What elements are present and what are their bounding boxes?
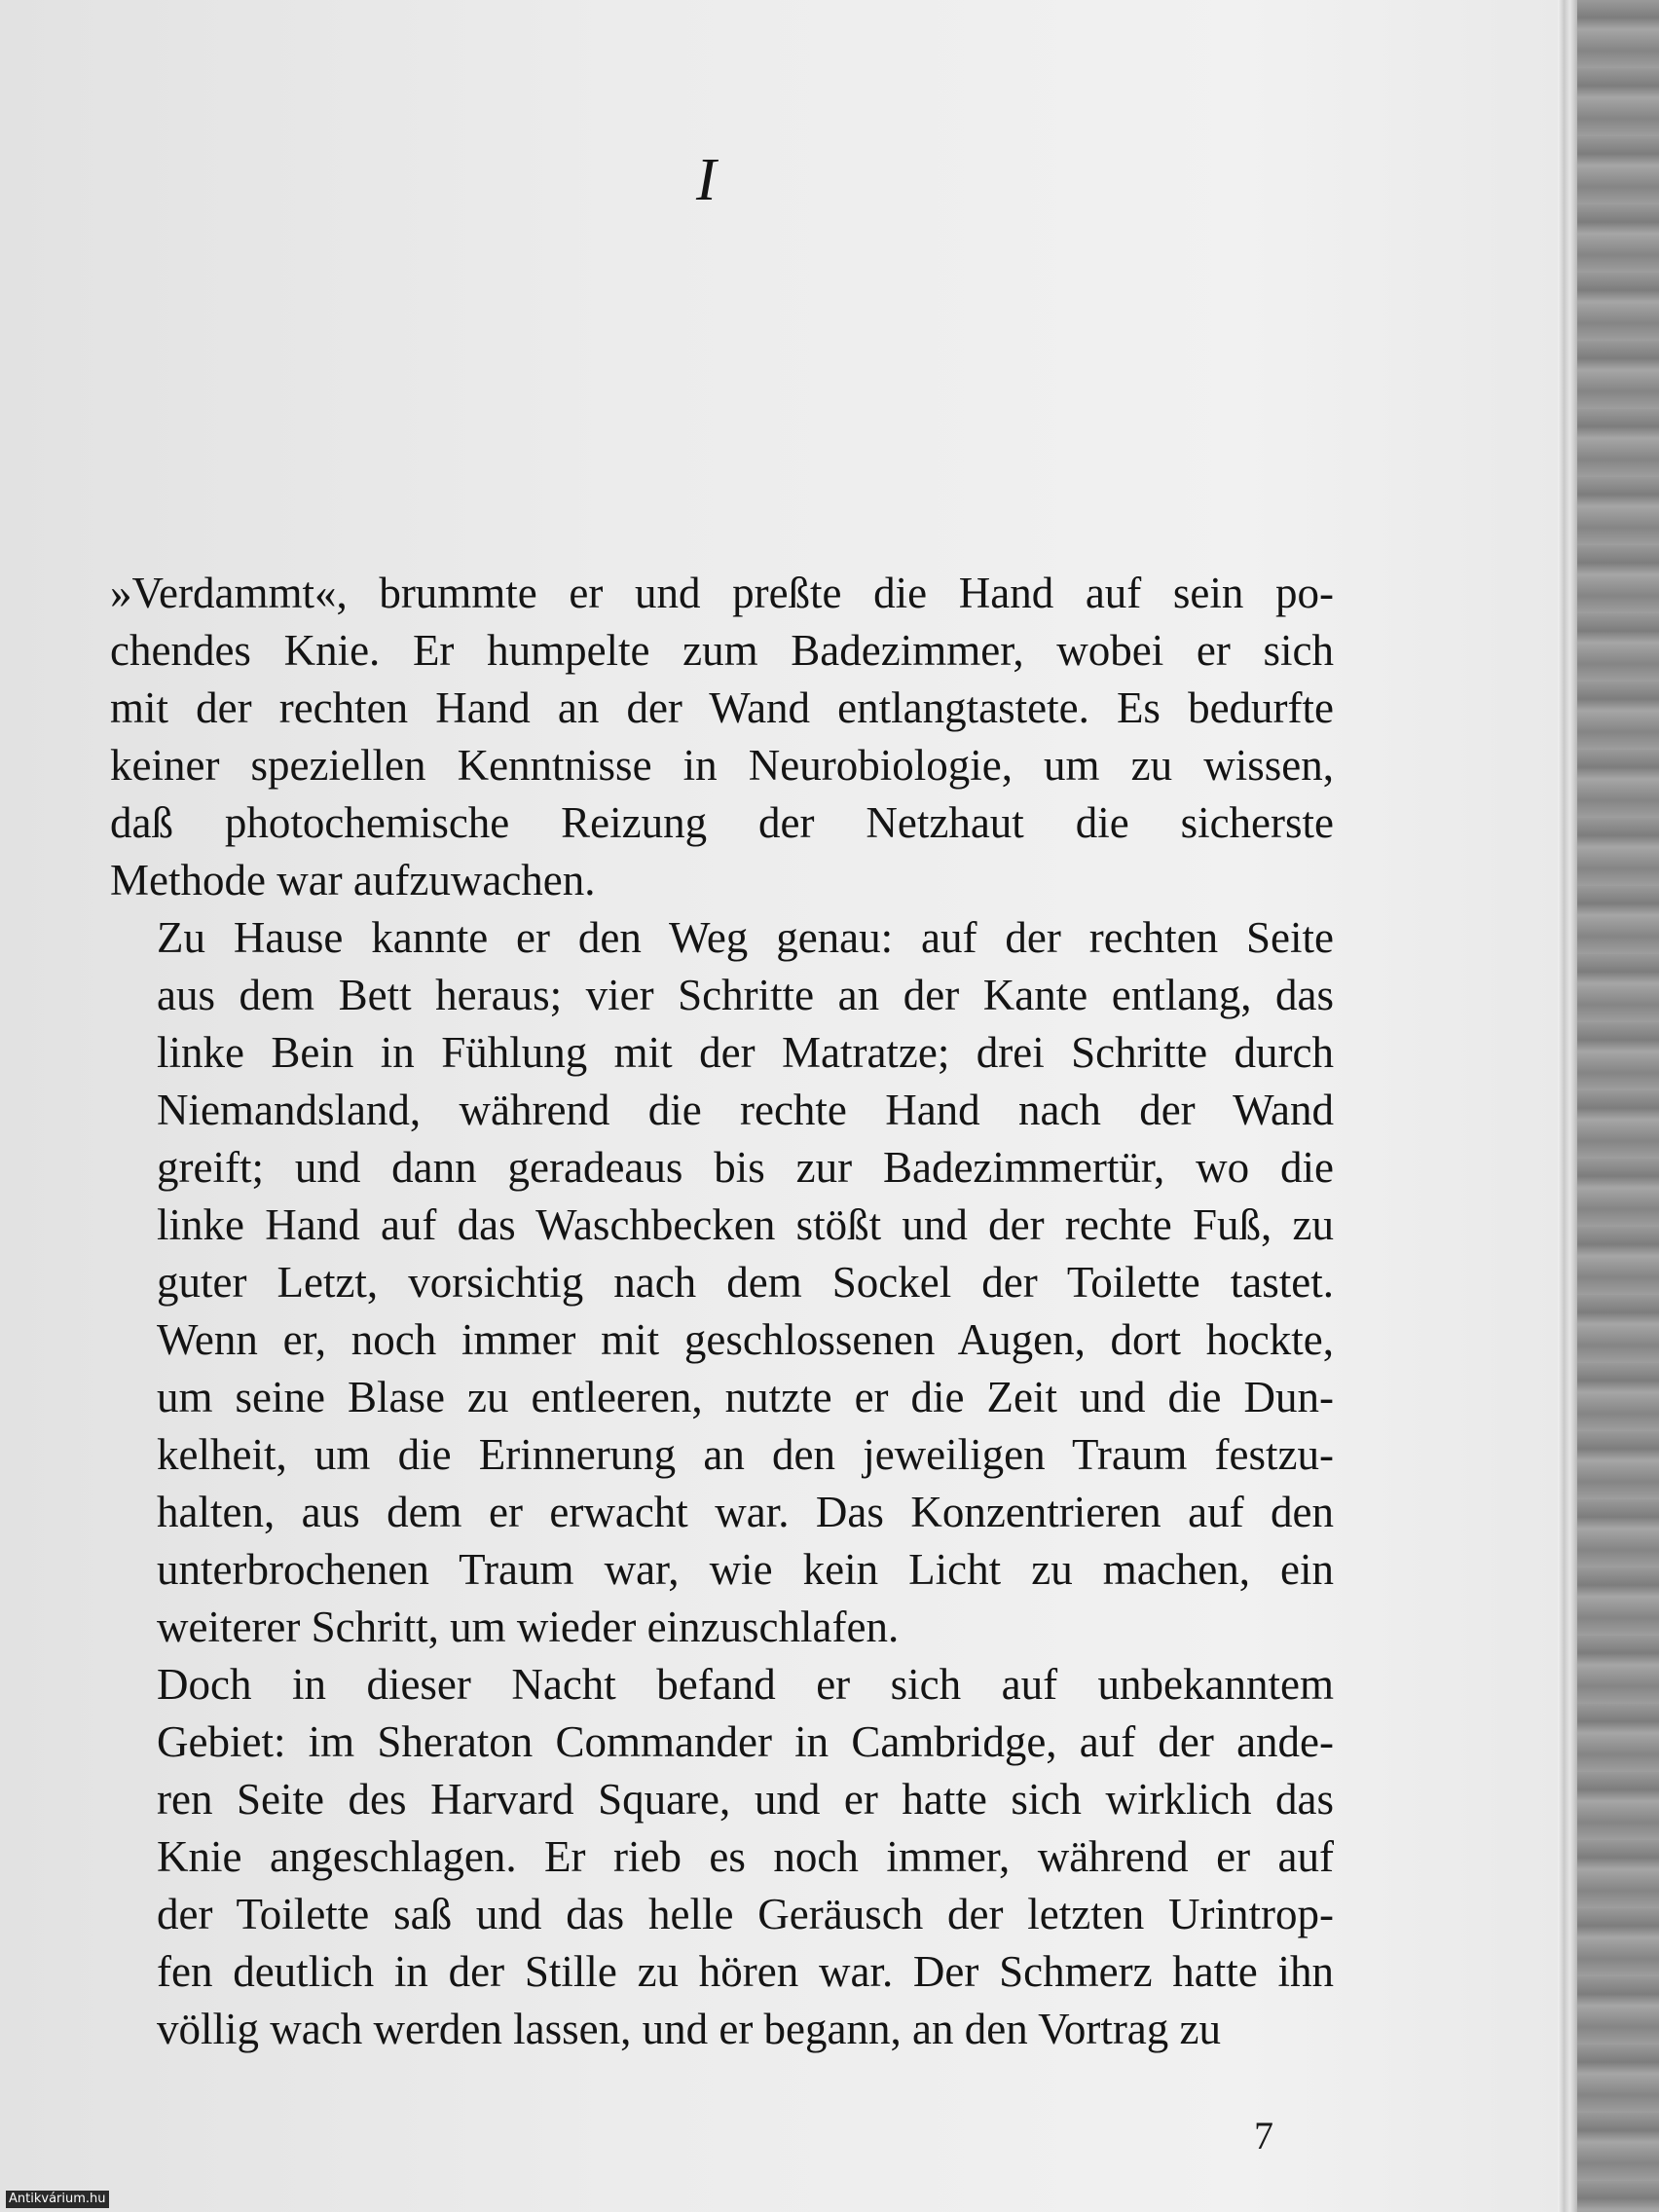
text-line: um seine Blase zu entleeren, nutzte er die Zeit und die Dun- bbox=[157, 1373, 1334, 1421]
text-line: ren Seite des Harvard Square, und er hatte sich wirklich das bbox=[157, 1775, 1334, 1824]
body-text bbox=[110, 565, 1334, 2058]
text-line: »Verdammt«, brummte er und preßte die Hand auf sein po- bbox=[110, 569, 1334, 617]
text-line: Zu Hause kannte er den Weg genau: auf der rechten Seite bbox=[157, 913, 1334, 962]
chapter-numeral: I bbox=[696, 147, 717, 213]
text-line: Wenn er, noch immer mit geschlossenen Augen, dort hockte, bbox=[157, 1315, 1334, 1364]
text-line: mit der rechten Hand an der Wand entlangtastete. Es bedurfte bbox=[110, 683, 1334, 732]
text-line: daß photochemische Reizung der Netzhaut die sicherste bbox=[110, 798, 1334, 847]
text-line: völlig wach werden lassen, und er begann, an den Vortrag zu bbox=[157, 2005, 1222, 2053]
text-line: kelheit, um die Erinnerung an den jeweiligen Traum festzu- bbox=[157, 1430, 1334, 1479]
text-line: Knie angeschlagen. Er rieb es noch immer, während er auf bbox=[157, 1832, 1334, 1881]
paragraph-2 bbox=[110, 909, 1334, 1656]
text-line: Doch in dieser Nacht befand er sich auf unbekanntem bbox=[157, 1660, 1334, 1709]
watermark: Antikvárium.hu bbox=[6, 2191, 109, 2208]
text-line: guter Letzt, vorsichtig nach dem Sockel der Toilette tastet. bbox=[157, 1258, 1334, 1307]
text-line: der Toilette saß und das helle Geräusch der letzten Urintrop- bbox=[157, 1890, 1334, 1938]
background-surface bbox=[1577, 0, 1659, 2212]
page-number: 7 bbox=[1254, 2114, 1273, 2157]
text-line: linke Bein in Fühlung mit der Matratze; drei Schritte durch bbox=[157, 1028, 1334, 1077]
text-line: Methode war aufzuwachen. bbox=[110, 856, 596, 904]
text-line: greift; und dann geradeaus bis zur Badezimmertür, wo die bbox=[157, 1143, 1334, 1192]
text-line: keiner speziellen Kenntnisse in Neurobiologie, um zu wissen, bbox=[110, 741, 1334, 790]
paragraph-3 bbox=[110, 1656, 1334, 2058]
text-line: linke Hand auf das Waschbecken stößt und der rechte Fuß, zu bbox=[157, 1200, 1334, 1249]
text-line: fen deutlich in der Stille zu hören war. Der Schmerz hatte ihn bbox=[157, 1947, 1334, 1996]
text-line: chendes Knie. Er humpelte zum Badezimmer, wobei er sich bbox=[110, 626, 1334, 675]
paragraph-1 bbox=[110, 565, 1334, 909]
text-line: halten, aus dem er erwacht war. Das Konzentrieren auf den bbox=[157, 1488, 1334, 1536]
text-line: Niemandsland, während die rechte Hand nach der Wand bbox=[157, 1086, 1334, 1134]
text-line: Gebiet: im Sheraton Commander in Cambridge, auf der ande- bbox=[157, 1717, 1334, 1766]
text-line: unterbrochenen Traum war, wie kein Licht zu machen, ein bbox=[157, 1545, 1334, 1594]
text-line: aus dem Bett heraus; vier Schritte an der Kante entlang, das bbox=[157, 971, 1334, 1019]
text-line: weiterer Schritt, um wieder einzuschlafen. bbox=[157, 1603, 900, 1651]
